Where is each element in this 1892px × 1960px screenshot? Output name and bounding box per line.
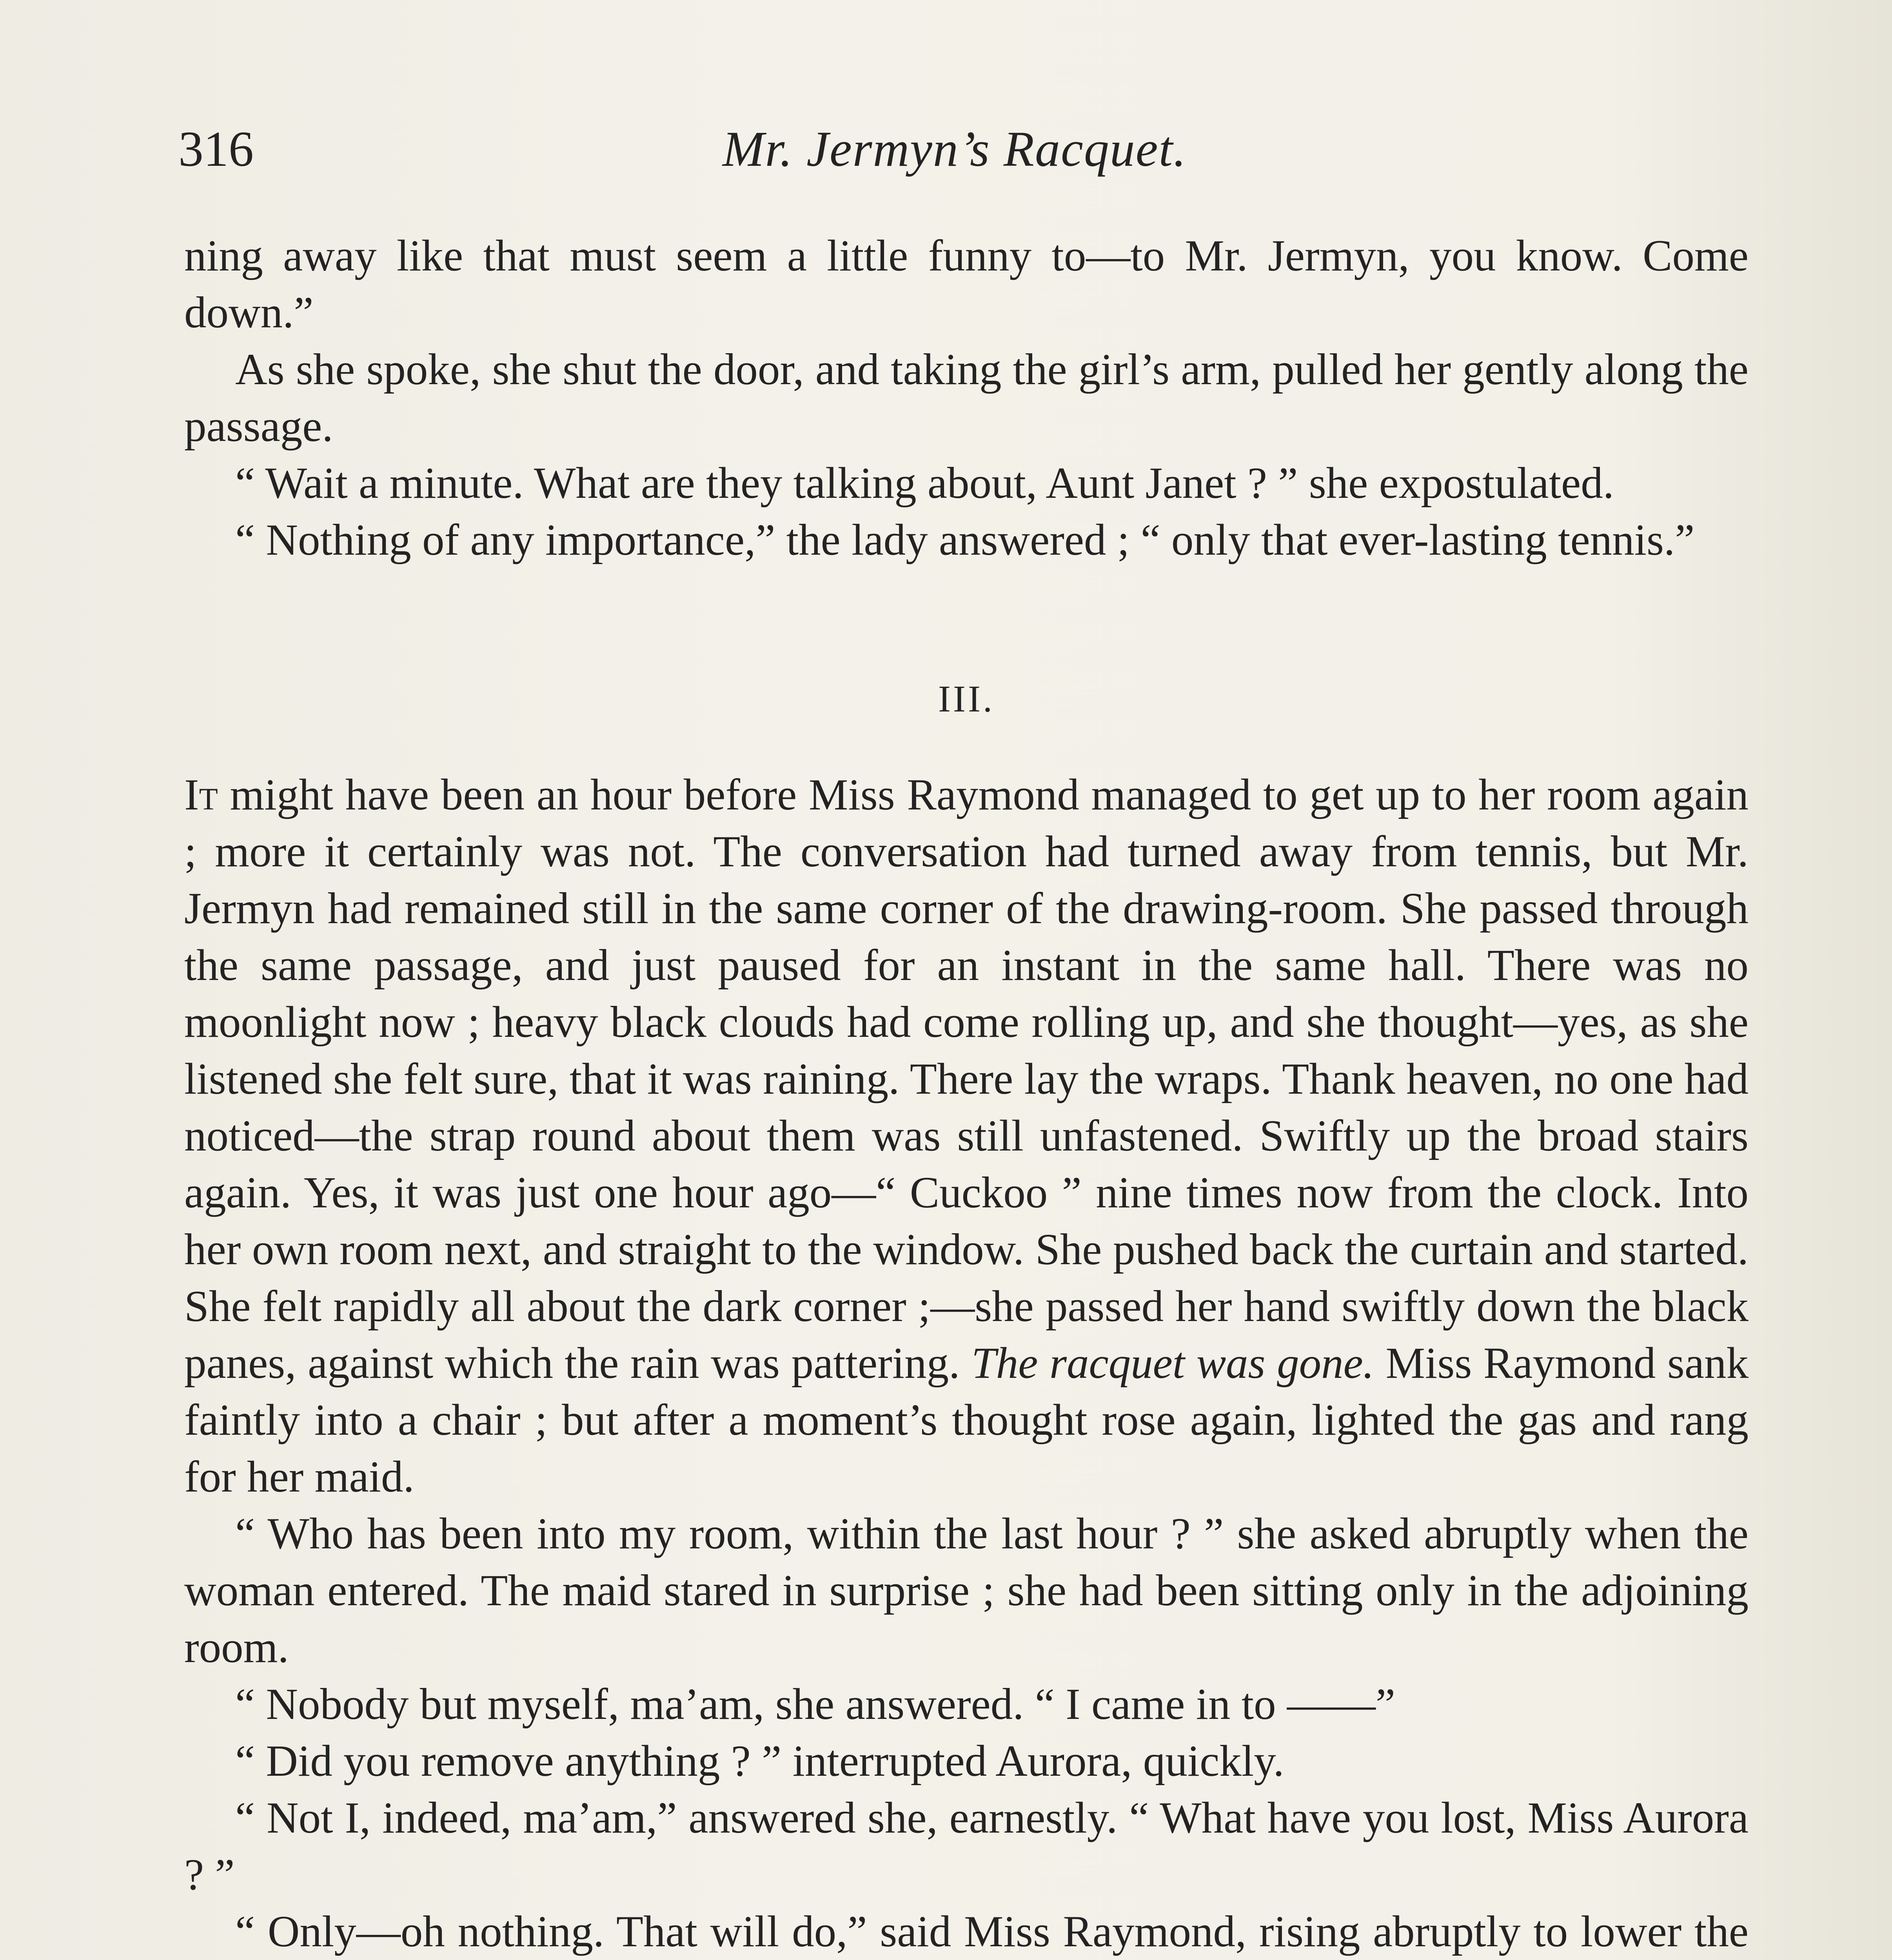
paragraph: As she spoke, she shut the door, and taking the girl’s arm, pulled her gently along the passage.: [184, 345, 1749, 451]
paragraph: “ Did you remove anything ? ” interrupted Aurora, quickly.: [235, 1737, 1284, 1786]
section-heading-iii: III.: [938, 678, 995, 720]
paragraph: “ Wait a minute. What are they talking about, Aunt Janet ? ” she expostulated.: [235, 459, 1614, 508]
paragraph: [184, 766, 1749, 1505]
page-header: [178, 118, 1731, 180]
paragraph-text: might have been an hour before Miss Raymond managed to get up to her room again ; more it certainly was not. The conversation had turned away from tennis, but Mr. Jermyn had remained still in the same corner of the drawing-room. She passed through the same passage, and just paused for an instant in the same hall. There was no moonlight now ; heavy black clouds had come rolling up, and she thought—yes, as she listened she felt sure, that it was raining. There lay the wraps. Thank heaven, no one had noticed—the strap round about them was still unfastened. Swiftly up the broad stairs again. Yes, it was just one hour ago—“ Cuckoo ” nine times now from the clock. Into her own room next, and straight to the window. She pushed back the curtain and started. She felt rapidly all about the dark corner ;—she passed her hand swiftly down the black panes, against which the rain was pattering.: [184, 770, 1749, 1388]
running-title: Mr. Jermyn’s Racquet.: [722, 121, 1187, 177]
italic-phrase: The racquet was gone.: [971, 1339, 1374, 1388]
page-number: 316: [178, 121, 254, 177]
paragraph-text: Miss Raymond sank faintly into a chair ; but after a moment’s thought rose again, lighted the gas and rang for her maid.: [184, 1339, 1749, 1501]
paragraph: “ Not I, indeed, ma’am,” answered she, earnestly. “ What have you lost, Miss Aurora ? ”: [184, 1793, 1749, 1899]
paragraph: ning away like that must seem a little funny to—to Mr. Jermyn, you know. Come down.”: [184, 231, 1749, 337]
opening-word: It: [184, 770, 218, 819]
paragraph: “ Nobody but myself, ma’am, she answered. “ I came in to ——”: [235, 1680, 1396, 1729]
body-text: [184, 227, 1749, 1960]
paragraph: “ Only—oh nothing. That will do,” said Miss Raymond, rising abruptly to lower the: [235, 1907, 1749, 1956]
paragraph: “ Nothing of any importance,” the lady answered ; “ only that ever-lasting tennis.”: [235, 515, 1695, 564]
paragraph: “ Who has been into my room, within the last hour ? ” she asked abruptly when the woman entered. The maid stared in surprise ; she had been sitting only in the adjoining room.: [184, 1509, 1749, 1672]
